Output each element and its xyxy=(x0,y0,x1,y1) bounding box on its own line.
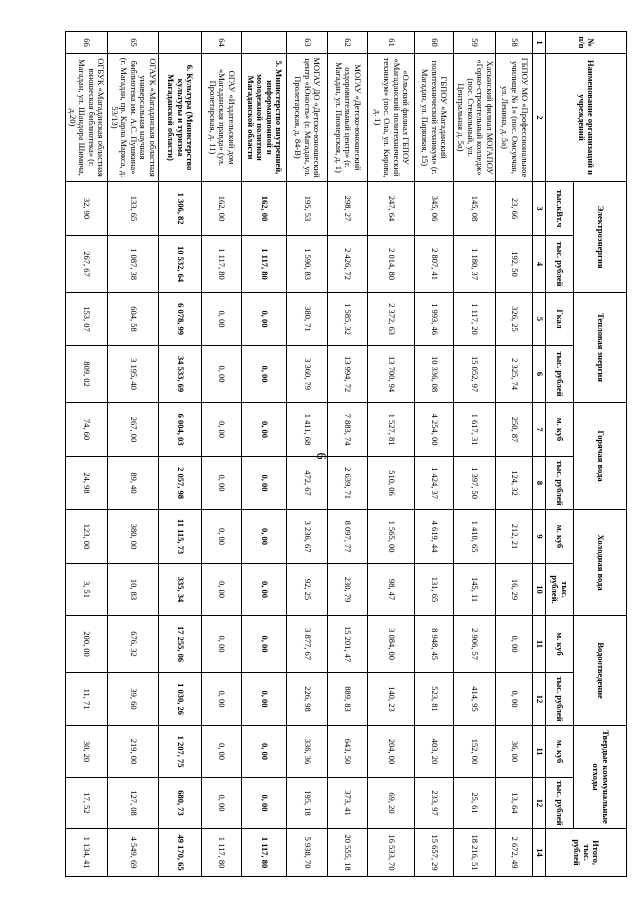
row-number: 65 xyxy=(107,32,158,54)
value-cell: 6 078, 99 xyxy=(159,293,202,346)
value-cell: 13 700, 94 xyxy=(368,346,415,403)
row-name: «Ольский филиал ГБПОУ «Магаданский политехнический техникум» (пос. Ола, ул. Кирова, д. 1) xyxy=(368,54,415,182)
value-cell: 32, 90 xyxy=(66,182,108,236)
table-row xyxy=(287,32,328,877)
value-cell: 3 877, 67 xyxy=(287,616,328,673)
value-cell: 809, 02 xyxy=(66,346,108,403)
col-index: 14 xyxy=(533,829,546,877)
value-cell: 74, 60 xyxy=(66,403,108,457)
header-solid-waste: Твердые коммунальные отходы xyxy=(574,726,627,829)
row-number xyxy=(159,32,202,54)
col-index: 11 xyxy=(533,726,546,778)
value-cell: 17 255, 06 xyxy=(159,616,202,673)
value-cell: 326, 25 xyxy=(496,293,533,346)
col-index: 4 xyxy=(533,236,546,293)
table-row xyxy=(368,32,415,877)
row-name: ОГБУК «Магаданская областная юношеская библиотека» (г. Магадан, ул. Шандора Шимича, д.20) xyxy=(66,54,108,182)
value-cell: 10 532, 64 xyxy=(159,236,202,293)
value-cell: 2 426, 72 xyxy=(327,236,368,293)
subheader-m3: м. куб xyxy=(545,726,573,778)
value-cell: 2 807, 41 xyxy=(415,236,454,293)
value-cell: 889, 83 xyxy=(327,673,368,726)
subheader-rub: тыс. рублей xyxy=(545,346,573,403)
row-number: 59 xyxy=(453,32,496,54)
value-cell: 1 117, 80 xyxy=(201,829,242,877)
subheader-m3: м. куб xyxy=(545,616,573,673)
value-cell: 4 254, 00 xyxy=(415,403,454,457)
value-cell: 1 306, 82 xyxy=(159,182,202,236)
value-cell: 92, 25 xyxy=(287,564,328,616)
value-cell: 267, 00 xyxy=(107,403,158,457)
value-cell: 219, 00 xyxy=(107,726,158,778)
value-cell: 11 115, 73 xyxy=(159,510,202,564)
value-cell: 1 180, 37 xyxy=(453,236,496,293)
value-cell: 23, 66 xyxy=(496,182,533,236)
value-cell: 10 336, 08 xyxy=(415,346,454,403)
value-cell: 1 411, 68 xyxy=(287,403,328,457)
value-cell: 403, 20 xyxy=(415,726,454,778)
value-cell: 98, 47 xyxy=(368,564,415,616)
value-cell: 195, 18 xyxy=(287,778,328,829)
value-cell: 212, 21 xyxy=(496,510,533,564)
value-cell: 0, 00 xyxy=(201,510,242,564)
value-cell: 200, 00 xyxy=(66,616,108,673)
value-cell: 643, 50 xyxy=(327,726,368,778)
value-cell: 133, 65 xyxy=(107,182,158,236)
table-row xyxy=(496,32,533,877)
value-cell: 69, 20 xyxy=(368,778,415,829)
value-cell: 10, 83 xyxy=(107,564,158,616)
header-electricity: Электроэнергия xyxy=(574,182,627,293)
value-cell: 345, 06 xyxy=(415,182,454,236)
table-row xyxy=(415,32,454,877)
value-cell: 1 410, 65 xyxy=(453,510,496,564)
table-row xyxy=(107,32,158,877)
row-name: 5. Министерство внутренней, информационной и молодежной политики Магаданской области xyxy=(242,54,287,182)
value-cell: 250, 87 xyxy=(496,403,533,457)
row-name: Хасынский филиал МОГАПОУ «Горно-строительный колледж» (пос. Стекольный, ул. Центральная д. 5а) xyxy=(453,54,496,182)
page-number: 6 xyxy=(313,452,328,460)
header-total: Итого, тыс. рублей xyxy=(545,829,626,877)
value-cell: 380, 00 xyxy=(107,510,158,564)
col-index: 12 xyxy=(533,778,546,829)
value-cell: 123, 00 xyxy=(66,510,108,564)
col-index: 5 xyxy=(533,293,546,346)
value-cell: 0, 00 xyxy=(496,673,533,726)
header-name: Наименование организаций и учреждений xyxy=(545,54,626,182)
rotated-table-container xyxy=(65,31,627,877)
value-cell: 20 555, 18 xyxy=(327,829,368,877)
value-cell: 604, 58 xyxy=(107,293,158,346)
value-cell: 4 619, 44 xyxy=(415,510,454,564)
col-index: 9 xyxy=(533,510,546,564)
value-cell: 0, 00 xyxy=(201,457,242,510)
value-cell: 13 994, 72 xyxy=(327,346,368,403)
col-index: 6 xyxy=(533,346,546,403)
value-cell: 0, 00 xyxy=(242,457,287,510)
value-cell: 0, 00 xyxy=(201,564,242,616)
value-cell: 11, 71 xyxy=(66,673,108,726)
value-cell: 233, 97 xyxy=(415,778,454,829)
value-cell: 373, 41 xyxy=(327,778,368,829)
row-name: МОГАУ «Детско-юношеский оздоровительный центр» (г. Магадан, ул. Пионерская, д. 1) xyxy=(327,54,368,182)
subheader-gcal: Гкал xyxy=(545,293,573,346)
table-row xyxy=(327,32,368,877)
row-number: 66 xyxy=(66,32,108,54)
value-cell: 0, 00 xyxy=(242,673,287,726)
col-index: 7 xyxy=(533,403,546,457)
value-cell: 1 590, 83 xyxy=(287,236,328,293)
value-cell: 145, 11 xyxy=(453,564,496,616)
col-index: 11 xyxy=(533,616,546,673)
value-cell: 247, 64 xyxy=(368,182,415,236)
value-cell: 8 948, 45 xyxy=(415,616,454,673)
value-cell: 0, 00 xyxy=(201,673,242,726)
row-number: 60 xyxy=(415,32,454,54)
value-cell: 0, 00 xyxy=(242,293,287,346)
col-index: 8 xyxy=(533,457,546,510)
value-cell: 140, 23 xyxy=(368,673,415,726)
table-row xyxy=(201,32,242,877)
row-number: 64 xyxy=(201,32,242,54)
header-hot-water: Горячая вода xyxy=(574,403,627,510)
value-cell: 510, 06 xyxy=(368,457,415,510)
value-cell: 195, 53 xyxy=(287,182,328,236)
value-cell: 0, 00 xyxy=(242,510,287,564)
value-cell: 414, 95 xyxy=(453,673,496,726)
value-cell: 523, 81 xyxy=(415,673,454,726)
value-cell: 1 617, 31 xyxy=(453,403,496,457)
row-name: ОГАУ «Издательский дом «Магаданская правда» (ул. Пролетарская, д. 11) xyxy=(201,54,242,182)
table-body xyxy=(66,32,533,877)
value-cell: 0, 00 xyxy=(496,616,533,673)
value-cell: 25, 61 xyxy=(453,778,496,829)
row-name: ГБПОУ «Магаданский политехнический техникум» (г. Магадан, ул. Парковая, 15) xyxy=(415,54,454,182)
row-name: ОГАУК «Магаданская областная универсальная научная библиотека им. А.С. Пушкина» (г. Магадан, пр. Карла Маркса, д. 53/13) xyxy=(107,54,158,182)
value-cell: 5 938, 70 xyxy=(287,829,328,877)
section-row xyxy=(242,32,287,877)
table-row xyxy=(453,32,496,877)
value-cell: 1 397, 50 xyxy=(453,457,496,510)
subheader-rub: тыс. рублей xyxy=(545,236,573,293)
value-cell: 1 993, 46 xyxy=(415,293,454,346)
header-heat: Тепловая энергия xyxy=(574,293,627,403)
subheader-rub: тыс. рублей xyxy=(545,778,573,829)
value-cell: 1 030, 26 xyxy=(159,673,202,726)
value-cell: 0, 00 xyxy=(242,564,287,616)
value-cell: 1 117, 20 xyxy=(453,293,496,346)
value-cell: 3, 51 xyxy=(66,564,108,616)
value-cell: 226, 98 xyxy=(287,673,328,726)
value-cell: 3 360, 79 xyxy=(287,346,328,403)
value-cell: 152, 00 xyxy=(453,726,496,778)
value-cell: 1 117, 80 xyxy=(242,829,287,877)
value-cell: 34 533, 69 xyxy=(159,346,202,403)
value-cell: 145, 08 xyxy=(453,182,496,236)
value-cell: 0, 00 xyxy=(242,616,287,673)
value-cell: 162, 00 xyxy=(242,182,287,236)
value-cell: 49 170, 65 xyxy=(159,829,202,877)
value-cell: 16 533, 70 xyxy=(368,829,415,877)
value-cell: 36, 00 xyxy=(496,726,533,778)
value-cell: 153, 07 xyxy=(66,293,108,346)
value-cell: 267, 67 xyxy=(66,236,108,293)
row-number: 62 xyxy=(327,32,368,54)
utilities-table xyxy=(65,31,627,877)
value-cell: 192, 50 xyxy=(496,236,533,293)
subheader-m3: м. куб xyxy=(545,510,573,564)
value-cell: 15 657, 29 xyxy=(415,829,454,877)
row-name: МОГАУ ДО «Детско-юношеский центр «Юность» (г. Магадан, ул. Пролетарская, д. 84-В) xyxy=(287,54,328,182)
value-cell: 7 883, 74 xyxy=(327,403,368,457)
value-cell: 18 216, 51 xyxy=(453,829,496,877)
value-cell: 15 201, 47 xyxy=(327,616,368,673)
value-cell: 1 527, 81 xyxy=(368,403,415,457)
header-drainage: Водоотведение xyxy=(574,616,627,726)
subheader-rub: тыс. рублей. xyxy=(545,564,573,616)
value-cell: 2 639, 71 xyxy=(327,457,368,510)
value-cell: 15 052, 97 xyxy=(453,346,496,403)
header-num: № п/п xyxy=(545,32,626,54)
value-cell: 2 906, 57 xyxy=(453,616,496,673)
row-number: 63 xyxy=(287,32,328,54)
value-cell: 3 195, 40 xyxy=(107,346,158,403)
col-index: 10 xyxy=(533,564,546,616)
value-cell: 0, 00 xyxy=(201,778,242,829)
row-number: 58 xyxy=(496,32,533,54)
subheader-kwh: тыс.кВт.ч xyxy=(545,182,573,236)
value-cell: 0, 00 xyxy=(242,778,287,829)
value-cell: 0, 00 xyxy=(201,403,242,457)
value-cell: 0, 00 xyxy=(201,346,242,403)
value-cell: 30, 20 xyxy=(66,726,108,778)
value-cell: 336, 36 xyxy=(287,726,328,778)
value-cell: 676, 32 xyxy=(107,616,158,673)
value-cell: 298, 27 xyxy=(327,182,368,236)
value-cell: 17, 52 xyxy=(66,778,108,829)
value-cell: 1 134, 41 xyxy=(66,829,108,877)
table-row xyxy=(66,32,108,877)
subheader-m3: м. куб xyxy=(545,403,573,457)
value-cell: 380, 71 xyxy=(287,293,328,346)
value-cell: 39, 60 xyxy=(107,673,158,726)
subheader-rub: тыс. рублей xyxy=(545,457,573,510)
value-cell: 1 087, 38 xyxy=(107,236,158,293)
value-cell: 204, 00 xyxy=(368,726,415,778)
value-cell: 1 117, 80 xyxy=(242,236,287,293)
value-cell: 1 565, 00 xyxy=(368,510,415,564)
value-cell: 3 084, 00 xyxy=(368,616,415,673)
value-cell: 16, 29 xyxy=(496,564,533,616)
value-cell: 230, 79 xyxy=(327,564,368,616)
value-cell: 680, 73 xyxy=(159,778,202,829)
value-cell: 0, 00 xyxy=(201,726,242,778)
value-cell: 2 672, 49 xyxy=(496,829,533,877)
row-number: 61 xyxy=(368,32,415,54)
value-cell: 3 236, 67 xyxy=(287,510,328,564)
value-cell: 0, 00 xyxy=(242,726,287,778)
value-cell: 1 117, 80 xyxy=(201,236,242,293)
subheader-rub: тыс. рублей xyxy=(545,673,573,726)
value-cell: 4 549, 69 xyxy=(107,829,158,877)
value-cell: 24, 98 xyxy=(66,457,108,510)
value-cell: 89, 40 xyxy=(107,457,158,510)
value-cell: 131, 65 xyxy=(415,564,454,616)
value-cell: 1 585, 32 xyxy=(327,293,368,346)
value-cell: 162, 00 xyxy=(201,182,242,236)
col-index: 1 xyxy=(533,32,546,54)
value-cell: 2 325, 74 xyxy=(496,346,533,403)
value-cell: 0, 00 xyxy=(201,293,242,346)
header-cold-water: Холодная вода xyxy=(574,510,627,616)
value-cell: 124, 32 xyxy=(496,457,533,510)
value-cell: 1 424, 37 xyxy=(415,457,454,510)
value-cell: 1 207, 75 xyxy=(159,726,202,778)
col-index: 12 xyxy=(533,673,546,726)
value-cell: 0, 00 xyxy=(242,346,287,403)
row-number xyxy=(242,32,287,54)
value-cell: 127, 08 xyxy=(107,778,158,829)
value-cell: 6 004, 03 xyxy=(159,403,202,457)
row-name: ГБПОУ МО «Профессиональное училище № 1» (пос. Омсукчан, ул. Ленина, д. 5а) xyxy=(496,54,533,182)
value-cell: 472, 67 xyxy=(287,457,328,510)
value-cell: 0, 00 xyxy=(242,403,287,457)
value-cell: 13, 64 xyxy=(496,778,533,829)
value-cell: 335, 34 xyxy=(159,564,202,616)
value-cell: 2 372, 63 xyxy=(368,293,415,346)
value-cell: 0, 00 xyxy=(201,616,242,673)
value-cell: 2 014, 80 xyxy=(368,236,415,293)
section-row xyxy=(159,32,202,877)
value-cell: 2 057, 98 xyxy=(159,457,202,510)
col-index: 3 xyxy=(533,182,546,236)
row-name: 6. Культура (Министерство культуры и туризма Магаданской области) xyxy=(159,54,202,182)
value-cell: 8 097, 77 xyxy=(327,510,368,564)
col-index: 2 xyxy=(533,54,546,182)
